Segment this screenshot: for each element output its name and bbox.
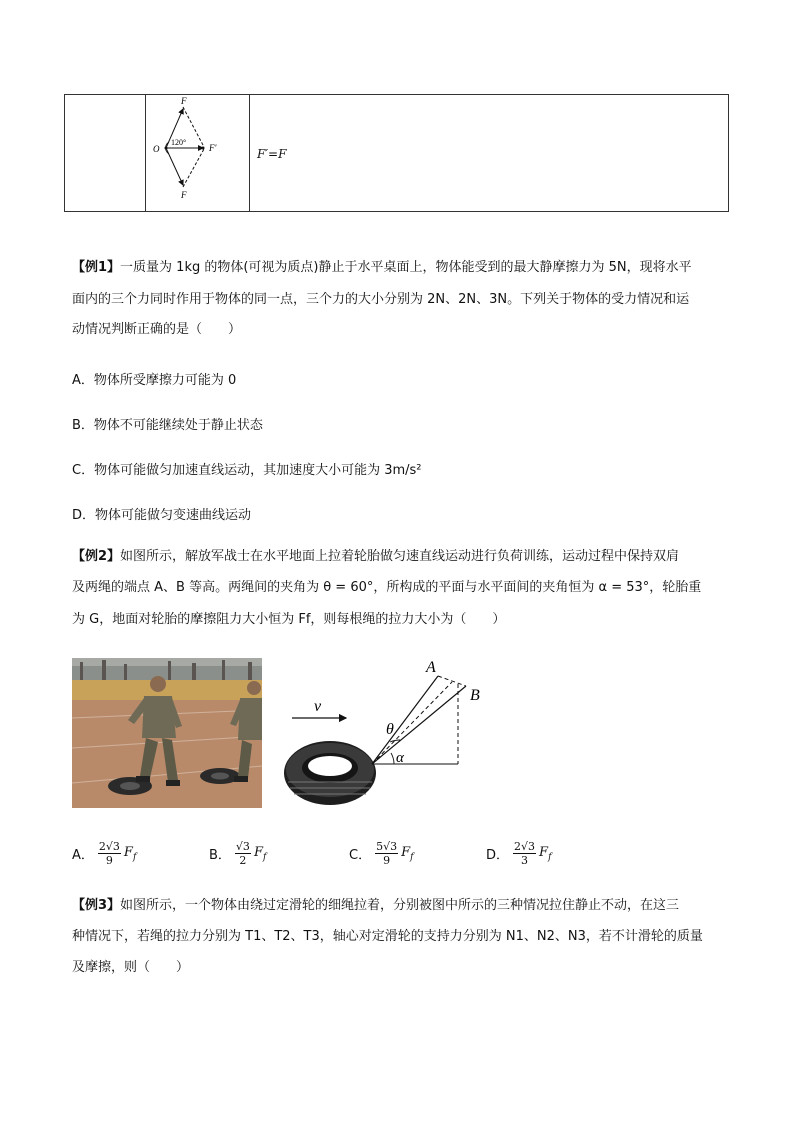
ex2-line1: 【例2】如图所示，解放军战士在水平地面上拉着轮胎做匀速直线运动进行负荷训练，运动过程中保持双肩	[72, 549, 680, 564]
table-cell-blank	[65, 95, 146, 211]
fraction-b: $\frac{√3}{2}$	[235, 840, 250, 867]
label-a: A	[426, 659, 436, 676]
ex1-option-c: C．物体可能做匀加速直线运动，其加速度大小可能为 3m/s²	[72, 463, 422, 478]
ex2-tag: 【例2】	[72, 549, 121, 564]
ex3-tag: 【例3】	[72, 898, 121, 913]
ex2-answer-c: C． $\frac{5√3}{9}$ $F_f$	[349, 840, 414, 867]
label-v: v	[314, 698, 322, 715]
label-origin: O	[153, 144, 160, 154]
table-cell-diagram	[145, 95, 250, 211]
label-f-bottom: F	[181, 190, 187, 200]
fraction-d: $\frac{2√3}{3}$	[514, 840, 536, 867]
ex2-line3: 为 G，地面对轮胎的摩擦阻力大小恒为 Ff，则每根绳的拉力大小为（ ）	[72, 612, 506, 627]
ex3-line3: 及摩擦，则（ ）	[72, 960, 190, 975]
tire-rope-diagram	[278, 656, 508, 812]
ex1-line2: 面内的三个力同时作用于物体的同一点，三个力的大小分别为 2N、2N、3N。下列关于物体的受力情况和运	[72, 292, 690, 307]
soldiers-training-photo	[72, 658, 262, 808]
ex1-line3: 动情况判断正确的是（ ）	[72, 322, 242, 337]
ex2-answer-d: D． $\frac{2√3}{3}$ $F_f$	[486, 840, 552, 867]
ex1-option-a: A．物体所受摩擦力可能为 0	[72, 373, 237, 388]
comparison-table	[64, 94, 729, 212]
ex1-option-b: B．物体不可能继续处于静止状态	[72, 418, 263, 433]
label-alpha: α	[396, 750, 404, 766]
label-b: B	[470, 687, 480, 704]
label-theta: θ	[386, 721, 394, 738]
ex1-tag: 【例1】	[72, 260, 121, 275]
ex1-option-d: D．物体可能做匀变速曲线运动	[72, 508, 252, 523]
result-text: F′=F	[257, 147, 287, 161]
ex2-line2: 及两绳的端点 A、B 等高。两绳间的夹角为 θ = 60°，所构成的平面与水平面间的夹角恒为 α = 53°，轮胎重	[72, 580, 702, 595]
fraction-c: $\frac{5√3}{9}$	[376, 840, 398, 867]
ex1-line1: 【例1】一质量为 1kg 的物体(可视为质点)静止于水平桌面上，物体能受到的最大静摩擦力为 5N，现将水平	[72, 260, 692, 275]
ex3-line2: 种情况下，若绳的拉力分别为 T1、T2、T3，轴心对定滑轮的支持力分别为 N1、N2、N3，若不计滑轮的质量	[72, 929, 703, 944]
ex2-answer-b: B． $\frac{√3}{2}$ $F_f$	[209, 840, 267, 867]
ex2-answer-a: A． $\frac{2√3}{9}$ $F_f$	[72, 840, 137, 867]
ex3-line1: 【例3】如图所示，一个物体由绕过定滑轮的细绳拉着，分别被图中所示的三种情况拉住静止不动，在这三	[72, 898, 680, 913]
label-f-prime: F′	[209, 143, 217, 153]
label-f-top: F	[181, 96, 187, 106]
force-rhombus-diagram	[145, 95, 249, 211]
fraction-a: $\frac{2√3}{9}$	[98, 840, 120, 867]
label-angle: 120°	[171, 138, 187, 147]
table-cell-result	[249, 95, 728, 211]
